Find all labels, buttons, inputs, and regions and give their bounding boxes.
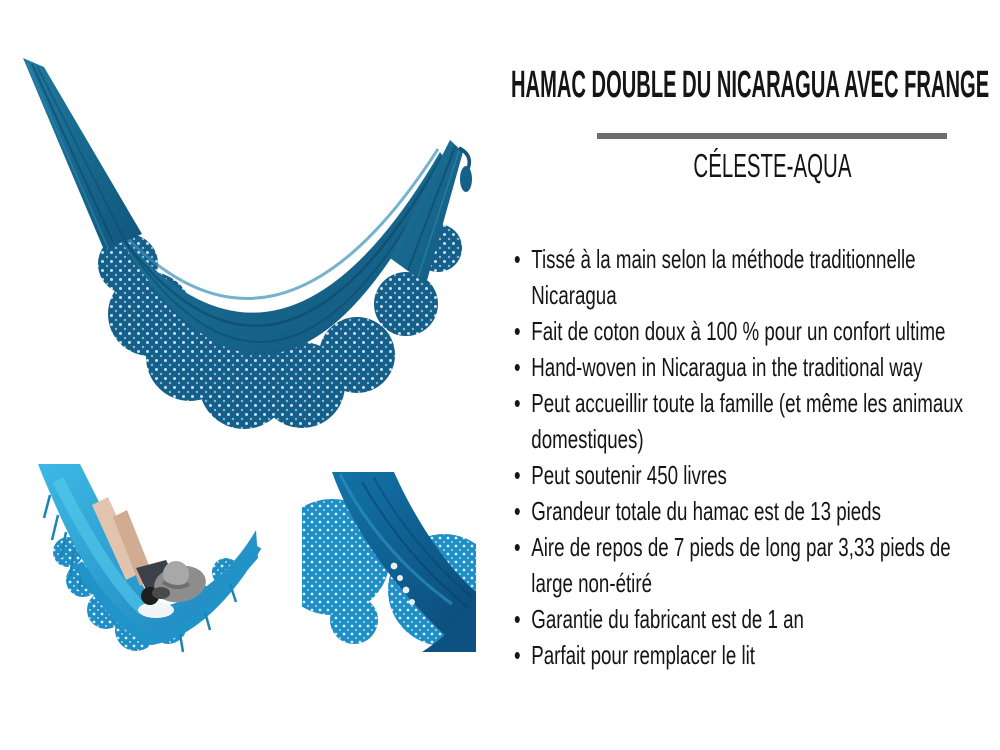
bullet-icon: • bbox=[514, 640, 521, 670]
subtitle-block bbox=[597, 147, 947, 183]
product-title: HAMAC DOUBLE DU NICARAGUA AVEC FRANGE bbox=[510, 64, 990, 106]
feature-item bbox=[514, 529, 989, 601]
feature-list bbox=[514, 241, 989, 673]
product-subtitle: CÉLESTE-AQUA bbox=[692, 146, 852, 184]
bullet-icon: • bbox=[514, 244, 521, 274]
title-block bbox=[500, 62, 1000, 108]
feature-item bbox=[514, 313, 989, 349]
product-photo-fringe-detail bbox=[302, 472, 476, 652]
feature-text: Grandeur totale du hamac est de 13 pieds bbox=[531, 496, 881, 526]
fringe-closeup-illustration bbox=[302, 472, 476, 652]
feature-text: Peut accueillir toute la famille (et même les animaux domestiques) bbox=[531, 388, 964, 454]
feature-item bbox=[514, 349, 989, 385]
feature-text: Hand-woven in Nicaragua in the traditional way bbox=[531, 352, 923, 382]
feature-item bbox=[514, 457, 989, 493]
bullet-icon: • bbox=[514, 460, 521, 490]
bullet-icon: • bbox=[514, 316, 521, 346]
bullet-icon: • bbox=[514, 604, 521, 634]
bullet-icon: • bbox=[514, 388, 521, 418]
hammock-main-illustration bbox=[10, 52, 475, 437]
feature-item bbox=[514, 241, 989, 313]
feature-text: Fait de coton doux à 100 % pour un confort ultime bbox=[531, 316, 946, 346]
feature-item bbox=[514, 637, 989, 673]
product-photo-main bbox=[10, 52, 475, 437]
bullet-icon: • bbox=[514, 352, 521, 382]
person-in-hammock-illustration bbox=[28, 460, 263, 660]
feature-text: Parfait pour remplacer le lit bbox=[531, 640, 755, 670]
feature-text: Garantie du fabricant est de 1 an bbox=[531, 604, 804, 634]
bullet-icon: • bbox=[514, 532, 521, 562]
feature-text: Peut soutenir 450 livres bbox=[531, 460, 727, 490]
feature-item bbox=[514, 385, 989, 457]
product-photo-lifestyle bbox=[28, 460, 263, 660]
bullet-icon: • bbox=[514, 496, 521, 526]
feature-item bbox=[514, 601, 989, 637]
feature-item bbox=[514, 493, 989, 529]
title-divider bbox=[597, 133, 947, 139]
feature-text: Aire de repos de 7 pieds de long par 3,33 pieds de large non-étiré bbox=[531, 532, 951, 598]
feature-text: Tissé à la main selon la méthode traditionnelle Nicaragua bbox=[531, 244, 916, 310]
